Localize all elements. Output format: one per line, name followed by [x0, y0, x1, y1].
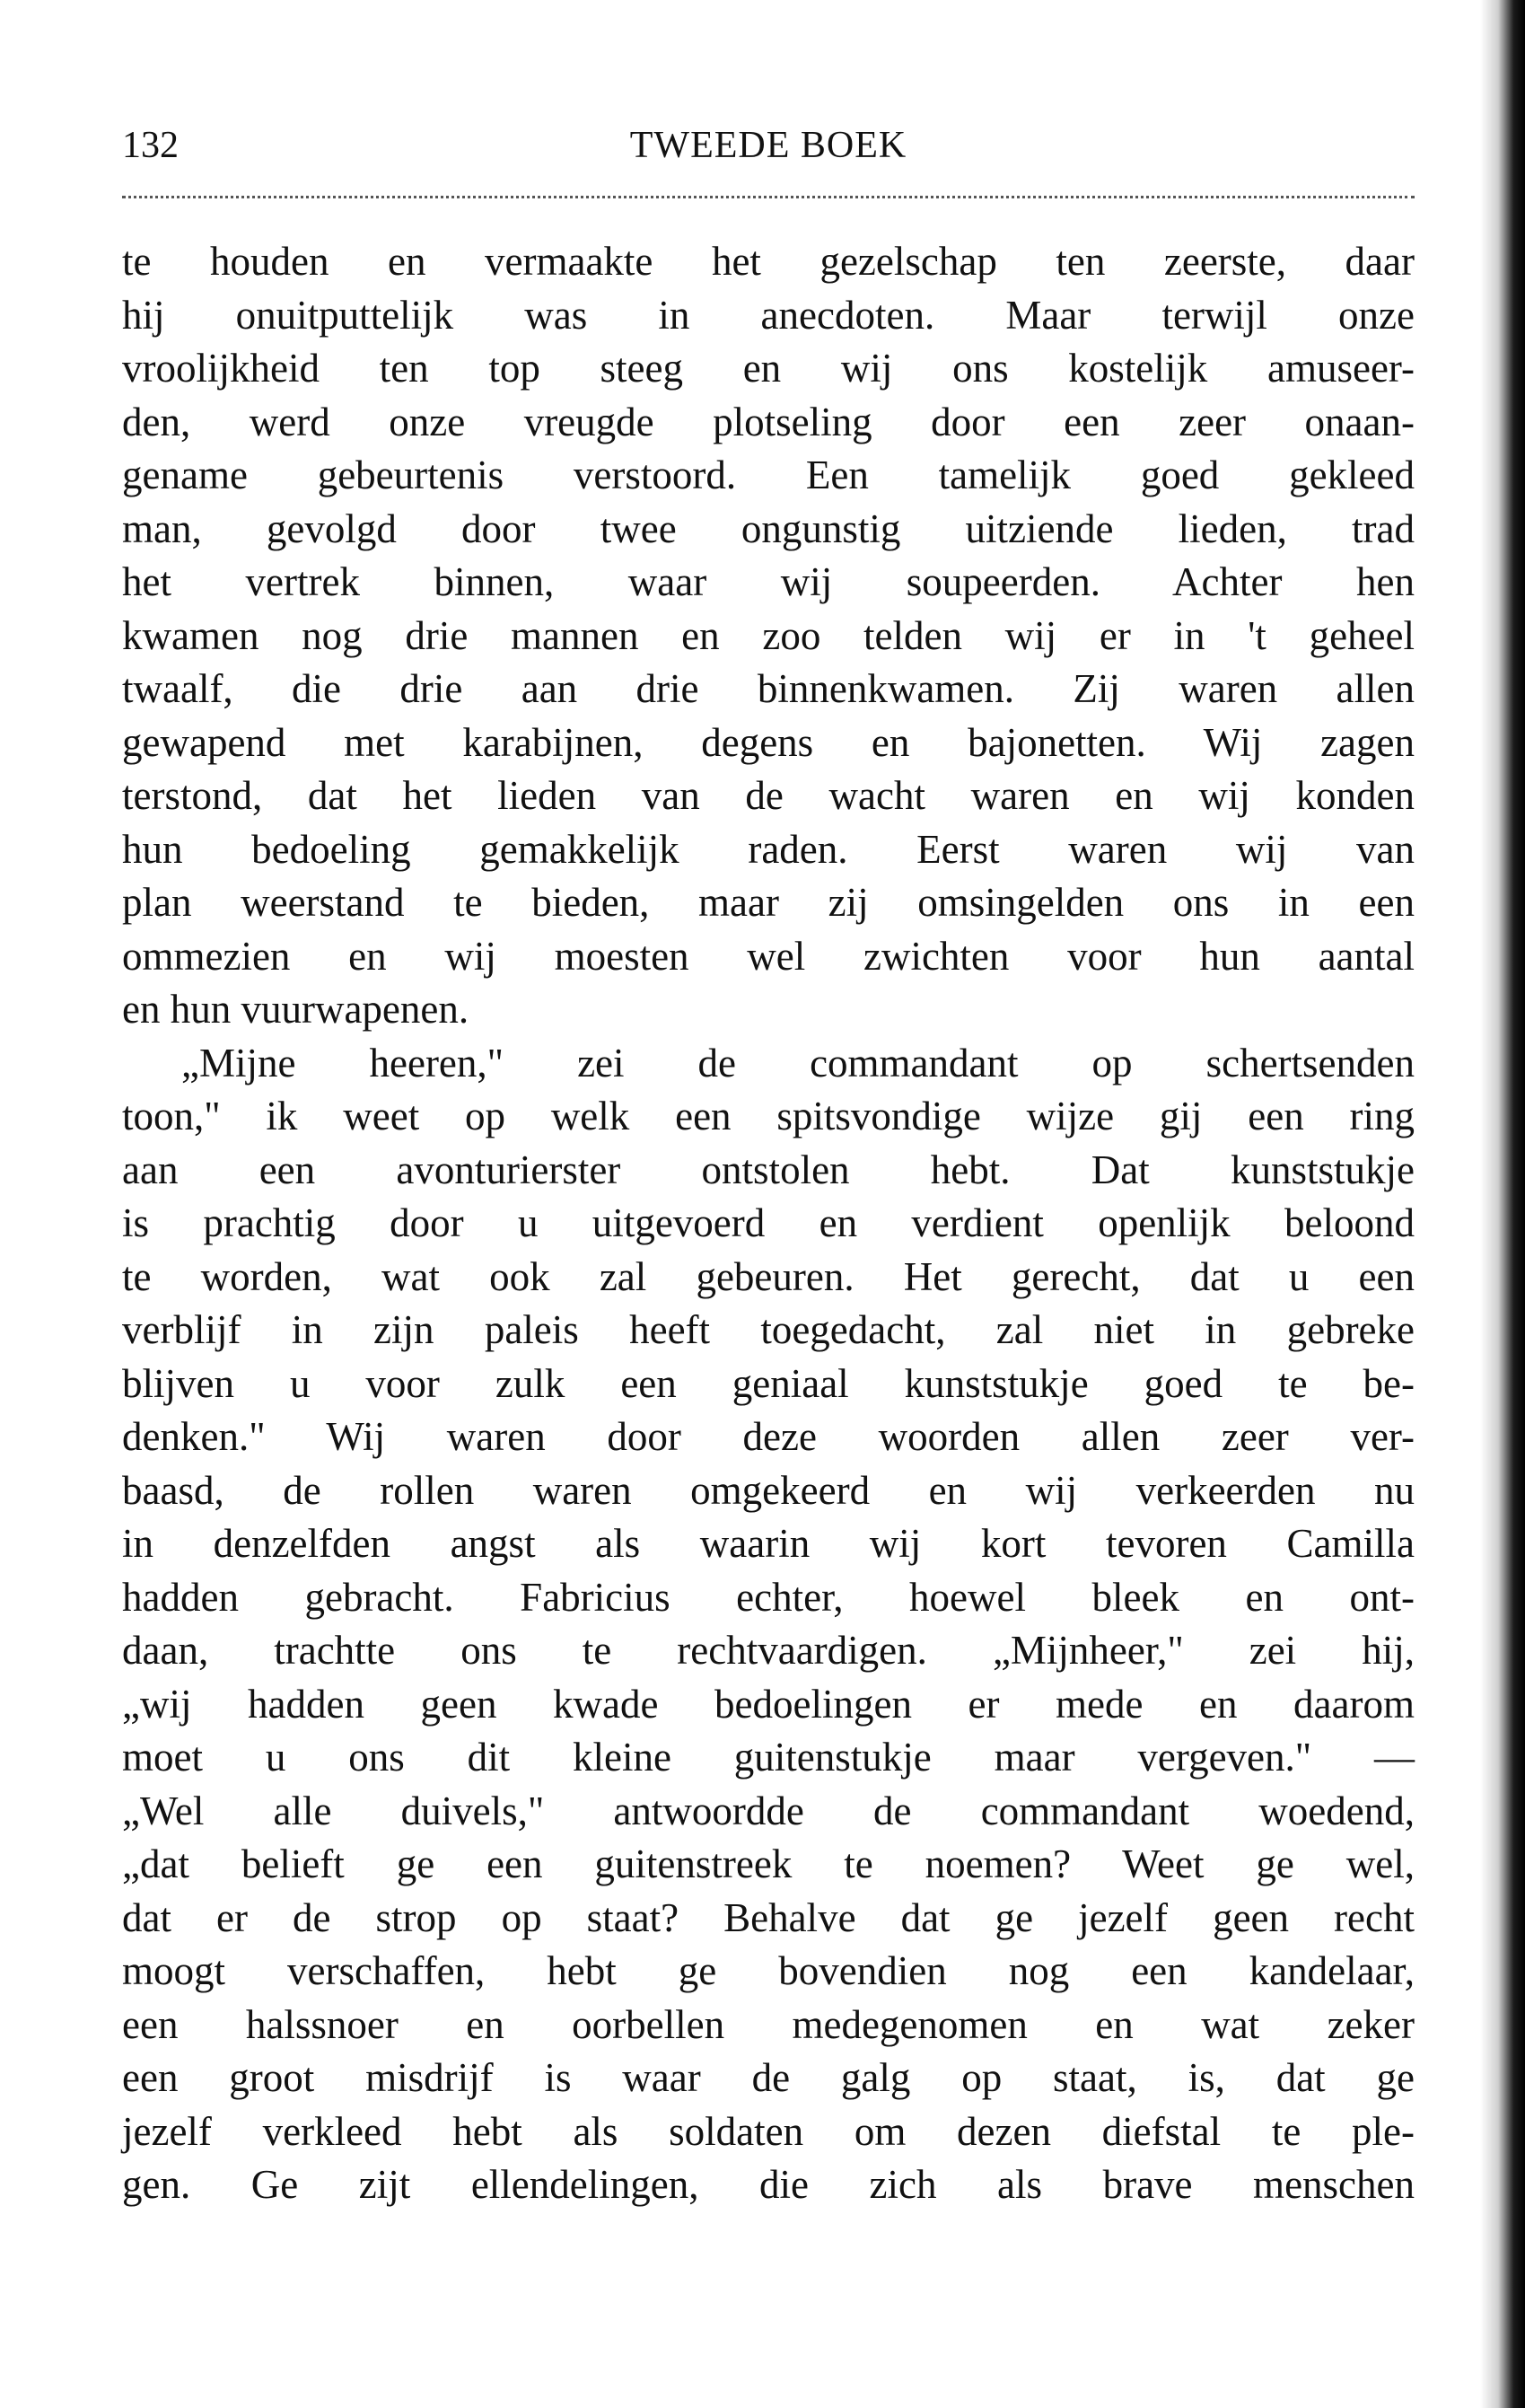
text-line: te worden, wat ook zal gebeuren. Het gerecht, dat u een [122, 1253, 1415, 1299]
paragraph-start-line: „Mijne heeren," zei de commandant op schertsenden [181, 1040, 1415, 1085]
scanned-page-edge [1480, 0, 1525, 2408]
page-header [122, 119, 1415, 172]
text-line: te houden en vermaakte het gezelschap ten zeerste, daar [122, 239, 1415, 284]
text-line: „Wel alle duivels," antwoordde de commandant woedend, [122, 1788, 1415, 1833]
header-rule [122, 196, 1415, 198]
text-line: een groot misdrijf is waar de galg op staat, is, dat ge [122, 2055, 1415, 2100]
text-line: in denzelfden angst als waarin wij kort tevoren Camilla [122, 1521, 1415, 1566]
text-line: „dat belieft ge een guitenstreek te noemen? Weet ge wel, [122, 1841, 1415, 1886]
text-line: een halssnoer en oorbellen medegenomen en wat zeker [122, 2001, 1415, 2047]
text-line: het vertrek binnen, waar wij soupeerden. Achter hen [122, 559, 1415, 604]
text-line: hun bedoeling gemakkelijk raden. Eerst waren wij van [122, 826, 1415, 872]
text-line: denken." Wij waren door deze woorden allen zeer ver- [122, 1414, 1415, 1459]
text-line: den, werd onze vreugde plotseling door een zeer onaan- [122, 399, 1415, 444]
text-line: jezelf verkleed hebt als soldaten om dezen diefstal te ple- [122, 2108, 1415, 2154]
text-line: twaalf, die drie aan drie binnenkwamen. Zij waren allen [122, 666, 1415, 711]
text-line: blijven u voor zulk een geniaal kunststukje goed te be- [122, 1360, 1415, 1406]
text-line: baasd, de rollen waren omgekeerd en wij verkeerden nu [122, 1467, 1415, 1513]
text-line: terstond, dat het lieden van de wacht waren en wij konden [122, 773, 1415, 818]
running-head: TWEEDE BOEK [629, 125, 907, 166]
text-line: gen. Ge zijt ellendelingen, die zich als brave menschen [122, 2162, 1415, 2207]
text-line: plan weerstand te bieden, maar zij omsingelden ons in een [122, 880, 1415, 925]
text-line: „wij hadden geen kwade bedoelingen er mede en daarom [122, 1681, 1415, 1727]
text-line: moet u ons dit kleine guitenstukje maar vergeven." — [122, 1735, 1415, 1780]
text-line: daan, trachtte ons te rechtvaardigen. „Mijnheer," zei hij, [122, 1628, 1415, 1673]
text-line: kwamen nog drie mannen en zoo telden wij er in 't geheel [122, 612, 1415, 658]
text-line: dat er de strop op staat? Behalve dat ge jezelf geen recht [122, 1894, 1415, 1940]
text-line: is prachtig door u uitgevoerd en verdient openlijk beloond [122, 1200, 1415, 1245]
text-line: verblijf in zijn paleis heeft toegedacht, zal niet in gebreke [122, 1307, 1415, 1352]
text-line: aan een avonturierster ontstolen hebt. Dat kunststukje [122, 1147, 1415, 1192]
text-line: moogt verschaffen, hebt ge bovendien nog een kandelaar, [122, 1948, 1415, 1993]
text-line: man, gevolgd door twee ongunstig uitziende lieden, trad [122, 505, 1415, 551]
text-line: gewapend met karabijnen, degens en bajonetten. Wij zagen [122, 719, 1415, 765]
text-line: ommezien en wij moesten wel zwichten voor hun aantal [122, 933, 1415, 979]
text-line: vroolijkheid ten top steeg en wij ons kostelijk amuseer- [122, 346, 1415, 391]
text-line: gename gebeurtenis verstoord. Een tamelijk goed gekleed [122, 453, 1415, 497]
text-line: hadden gebracht. Fabricius echter, hoewel bleek en ont- [122, 1574, 1415, 1620]
page-number: 132 [122, 125, 179, 166]
body-text [122, 235, 1415, 2212]
text-line: toon," ik weet op welk een spitsvondige wijze gij een ring [122, 1094, 1415, 1138]
text-line: hij onuitputtelijk was in anecdoten. Maar terwijl onze [122, 292, 1415, 338]
paragraph-end-line: en hun vuurwapenen. [122, 987, 469, 1032]
